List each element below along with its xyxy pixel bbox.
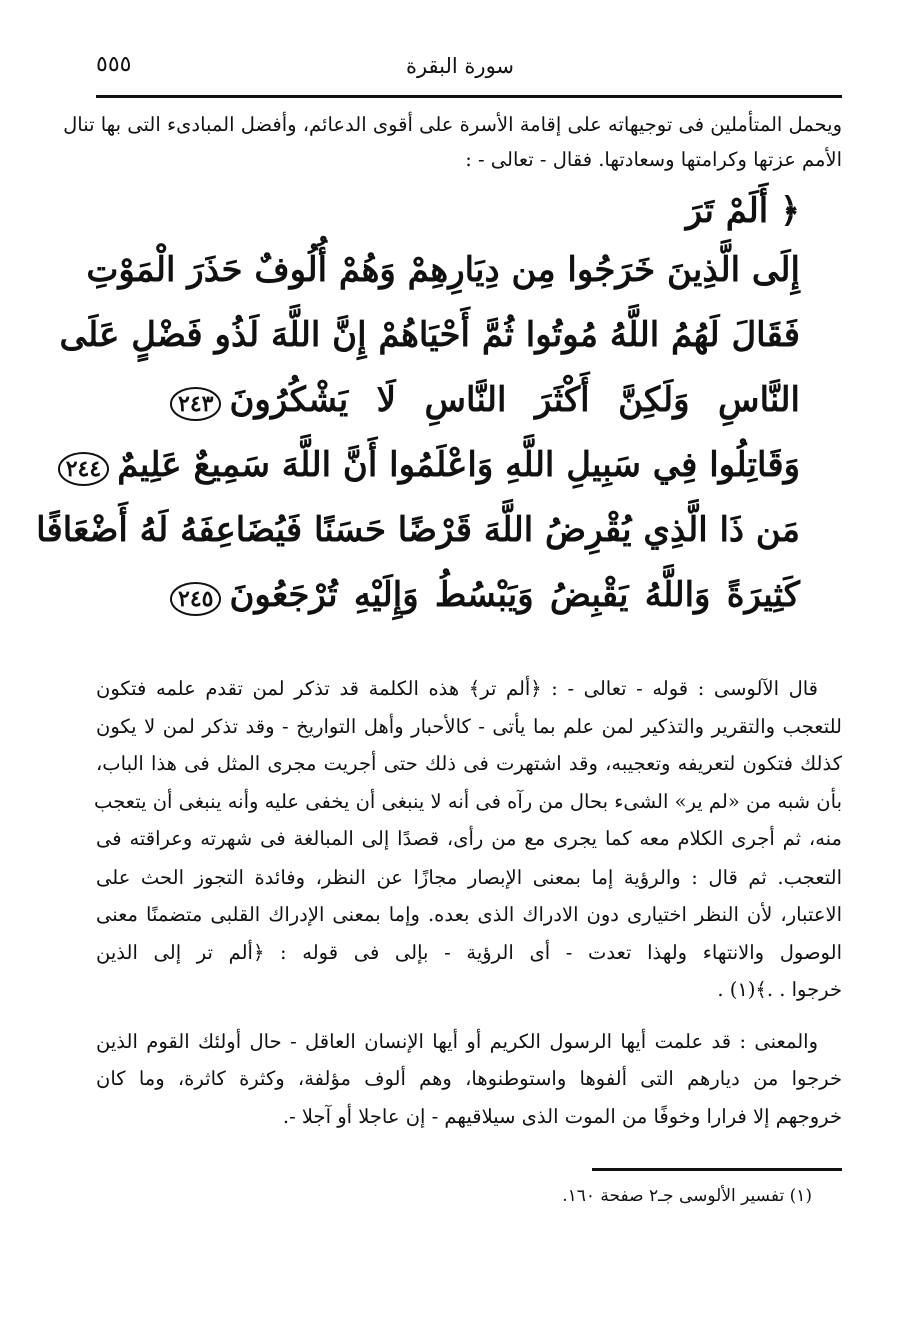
commentary-line: قال الآلوسى : قوله - تعالى - : ﴿ألم تر﴾ هذه الكلمة قد تذكر لمن تقدم علمه فتكون — [96, 677, 818, 700]
footnote-rule — [592, 1168, 842, 1171]
commentary-line: للتعجب والتقرير والتذكير لمن علم بما يأتى - كالأحبار وأهل التواريخ - وقد تذكر لمن لا يكون — [96, 715, 842, 738]
meaning-line: خروجهم إلا فرارا وخوفًا من الموت الذى سيلاقيهم - إن عاجلا أو آجلا -. — [282, 1105, 842, 1128]
meaning-line: خرجوا من ديارهم التى ألفوها واستوطنوها، وهم ألوف مؤلفة، وكثرة كاثرة، وما كان — [96, 1067, 842, 1090]
commentary-line: منه، ثم أجرى الكلام معه كما يجرى مع من رأى، قصدًا إلى المبالغة فى شهرته وعراقته فى — [96, 827, 842, 850]
page-number: ٥٥٥ — [96, 52, 132, 77]
verse-text: النَّاسِ وَلَكِنَّ أَكْثَرَ النَّاسِ لَا يَشْكُرُونَ — [229, 380, 800, 420]
running-title: سورة البقرة — [405, 54, 515, 78]
intro-line: الأمم عزتها وكرامتها وسعادتها. فقال - تعالى - : — [465, 148, 842, 171]
verse-line: مَن ذَا الَّذِي يُقْرِضُ اللَّهَ قَرْضًا حَسَنًا فَيُضَاعِفَهُ لَهُ أَضْعَافًا — [36, 510, 800, 550]
ayah-number: ٢٤٣ — [170, 387, 221, 421]
intro-line: ويحمل المتأملين فى توجيهاته على إقامة الأسرة على أقوى الدعائم، وأفضل المبادىء التى بها تنال — [63, 113, 842, 136]
commentary-line: الاعتبار، لأن النظر اختيارى دون الادراك الذى بعده. وإما بمعنى الإدراك القلبى متضمنًا معنى — [96, 903, 843, 926]
verse-line: فَقَالَ لَهُمُ اللَّهُ مُوتُوا ثُمَّ أَحْيَاهُمْ إِنَّ اللَّهَ لَذُو فَضْلٍ عَلَى — [59, 315, 800, 355]
verse-line — [65, 445, 800, 486]
verse-line — [170, 380, 800, 421]
verse-line — [170, 575, 800, 616]
commentary-line: التعجب. ثم قال : والرؤية إما بمعنى الإبصار مجازًا عن النظر، وفائدة التجوز الحث على — [96, 866, 842, 889]
verse-text: كَثِيرَةً وَاللَّهُ يَقْبِضُ وَيَبْسُطُ وَإِلَيْهِ تُرْجَعُونَ — [229, 575, 800, 615]
meaning-line: والمعنى : قد علمت أيها الرسول الكريم أو أيها الإنسان العاقل - حال أولئك القوم الذين — [96, 1030, 818, 1053]
commentary-line: كذلك فتكون لتعريفه وتعجيبه، وقد اشتهرت فى ذلك حتى أجريت مجرى المثل فى هذا الباب، — [96, 752, 842, 775]
verse-line: إِلَى الَّذِينَ خَرَجُوا مِن دِيَارِهِمْ وَهُمْ أُلُوفٌ حَذَرَ الْمَوْتِ — [86, 250, 800, 290]
verse-line: ﴿ أَلَمْ تَرَ — [685, 191, 800, 231]
header-rule — [96, 95, 842, 98]
ayah-number: ٢٤٥ — [170, 582, 221, 616]
commentary-line: بأن شبه من «لم ير» الشىء بحال من رآه فى أنه لا ينبغى أن يخفى عليه وأنه ينبغى أن يتعجب — [94, 790, 842, 813]
commentary-line: الوصول والانتهاء ولهذا تعدت - أى الرؤية - بإلى فى قوله : ﴿ألم تر إلى الذين — [96, 941, 842, 964]
footnote: (١) تفسير الألوسى جـ٢ صفحة ١٦٠. — [562, 1186, 812, 1206]
commentary-line: خرجوا . .﴾(١) . — [717, 978, 842, 1001]
ayah-number: ٢٤٤ — [58, 452, 109, 486]
verse-text: وَقَاتِلُوا فِي سَبِيلِ اللَّهِ وَاعْلَمُوا أَنَّ اللَّهَ سَمِيعٌ عَلِيمٌ — [117, 445, 800, 485]
